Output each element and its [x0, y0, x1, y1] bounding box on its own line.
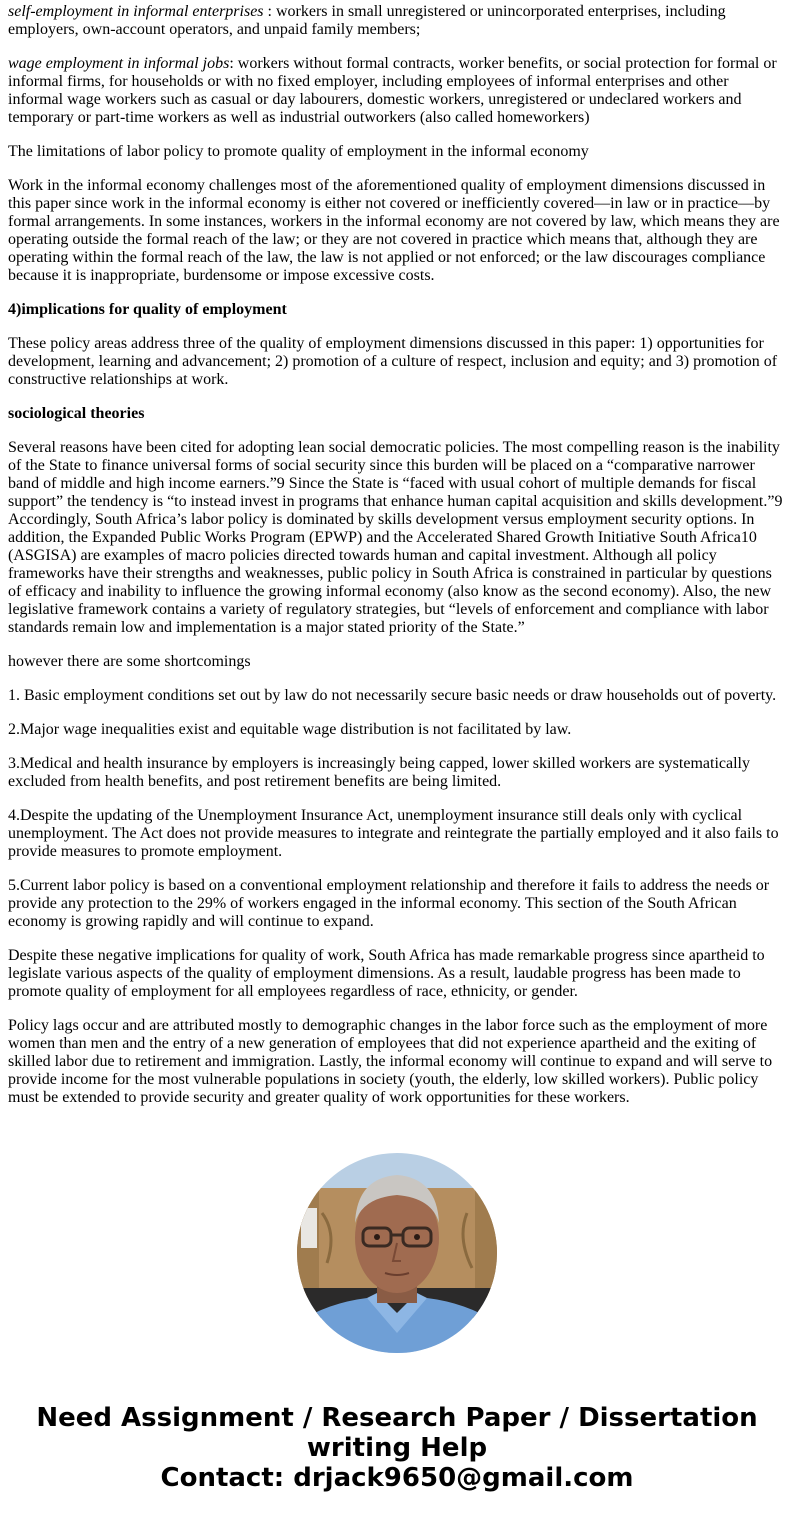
paragraph-policy-lags: Policy lags occur and are attributed mostly to demographic changes in the labor force such as the employment of more women than men and the entry of a new generation of employees that did not experience apartheid and the exiting of skilled labor due to retirement and immigration. Lastly, the informal economy will continue to expand and will serve to provide income for the most vulnerable populations in society (youth, the elderly, low skilled workers). Public policy must be extended to provide security and greater quality of work opportunities for these workers. [8, 1017, 773, 1106]
promo-line-2: writing Help [306, 1433, 488, 1463]
shortcoming-item-3: 3.Medical and health insurance by employers is increasingly being capped, lower skilled workers are systematically excluded from health benefits, and post retirement benefits are being limited. [8, 755, 750, 790]
shortcoming-item-2: 2.Major wage inequalities exist and equitable wage distribution is not facilitated by law. [8, 721, 572, 738]
paragraph-shortcomings-intro: however there are some shortcomings [8, 653, 251, 670]
section-heading-implications: 4)implications for quality of employment [8, 301, 287, 318]
avatar-photo [297, 1153, 497, 1353]
paragraph-policy-areas: These policy areas address three of the quality of employment dimensions discussed in this paper: 1) opportunities for development, learning and advancement; 2) promotion of a culture of respect, inclusion and equity; and 3) promotion of constructive relationships at work. [8, 335, 778, 388]
definition-term: self-employment in informal enterprises [8, 3, 264, 20]
section-heading-sociological-theories: sociological theories [8, 405, 145, 422]
definition-wage-employment [8, 55, 786, 127]
paragraph-progress: Despite these negative implications for quality of work, South Africa has made remarkable progress since apartheid to legislate various aspects of the quality of employment dimensions. As a result, laudable progress has been made to promote quality of employment for all employees regardless of race, ethnicity, or gender. [8, 947, 765, 1000]
shortcoming-item-5: 5.Current labor policy is based on a conventional employment relationship and therefore it fails to address the needs or provide any protection to the 29% of workers engaged in the informal economy. This section of the South African economy is growing rapidly and will continue to expand. [8, 877, 770, 930]
paragraph-informal-economy: Work in the informal economy challenges most of the aforementioned quality of employment dimensions discussed in this paper since work in the informal economy is either not covered or inefficiently covered—in law or in practice—by formal arrangements. In some instances, workers in the informal economy are not covered by law, which means they are operating outside the formal reach of the law; or they are not covered in practice which means that, although they are operating within the formal reach of the law, the law is not applied or not enforced; or the law discourages compliance because it is inappropriate, burdensome or impose excessive costs. [8, 177, 780, 284]
paragraph-limitations-title: The limitations of labor policy to promote quality of employment in the informal economy [8, 143, 589, 160]
avatar [297, 1153, 497, 1353]
shortcoming-item-4: 4.Despite the updating of the Unemployment Insurance Act, unemployment insurance still deals only with cyclical unemployment. The Act does not provide measures to integrate and reintegrate the partially employed and it also fails to provide measures to promote employment. [8, 807, 779, 860]
shortcoming-item-1: 1. Basic employment conditions set out by law do not necessarily secure basic needs or draw households out of poverty. [8, 687, 777, 704]
definition-text: : workers without formal contracts, worker benefits, or social protection for formal or informal firms, for households or with no fixed employer, including employees of informal enterprises and other informal wage workers such as casual or day labourers, domestic workers, unregistered or undeclared workers and temporary or part-time workers as well as industrial outworkers (also called homeworkers) [8, 55, 777, 126]
definition-text: : workers in small unregistered or unincorporated enterprises, including employers, own-account operators, and unpaid family members; [8, 3, 726, 38]
promo-line-1: Need Assignment / Research Paper / Dissertation [36, 1403, 758, 1433]
definition-self-employment [8, 3, 786, 39]
article-body [8, 3, 786, 1123]
promo-contact: Contact: drjack9650@gmail.com [160, 1463, 634, 1493]
paragraph-lean-policies: Several reasons have been cited for adopting lean social democratic policies. The most compelling reason is the inability of the State to finance universal forms of social security since this burden will be placed on a “comparative narrower band of middle and high income earners.”9 Since the State is “faced with usual cohort of multiple demands for fiscal support” the tendency is “to instead invest in programs that enhance human capital acquisition and skills development.”9 Accordingly, South Africa’s labor policy is dominated by skills development versus employment security options. In addition, the Expanded Public Works Program (EPWP) and the Accelerated Shared Growth Initiative South Africa10 (ASGISA) are examples of macro policies directed towards human and capital investment. Although all policy frameworks have their strengths and weaknesses, public policy in South Africa is constrained in particular by questions of efficacy and inability to influence the growing informal economy (also know as the second economy). Also, the new legislative framework contains a variety of regulatory strategies, but “levels of enforcement and compliance with labor standards remain low and implementation is a major stated priority of the State.” [8, 439, 783, 636]
definition-term: wage employment in informal jobs [8, 55, 230, 72]
promo-banner [0, 1403, 794, 1493]
